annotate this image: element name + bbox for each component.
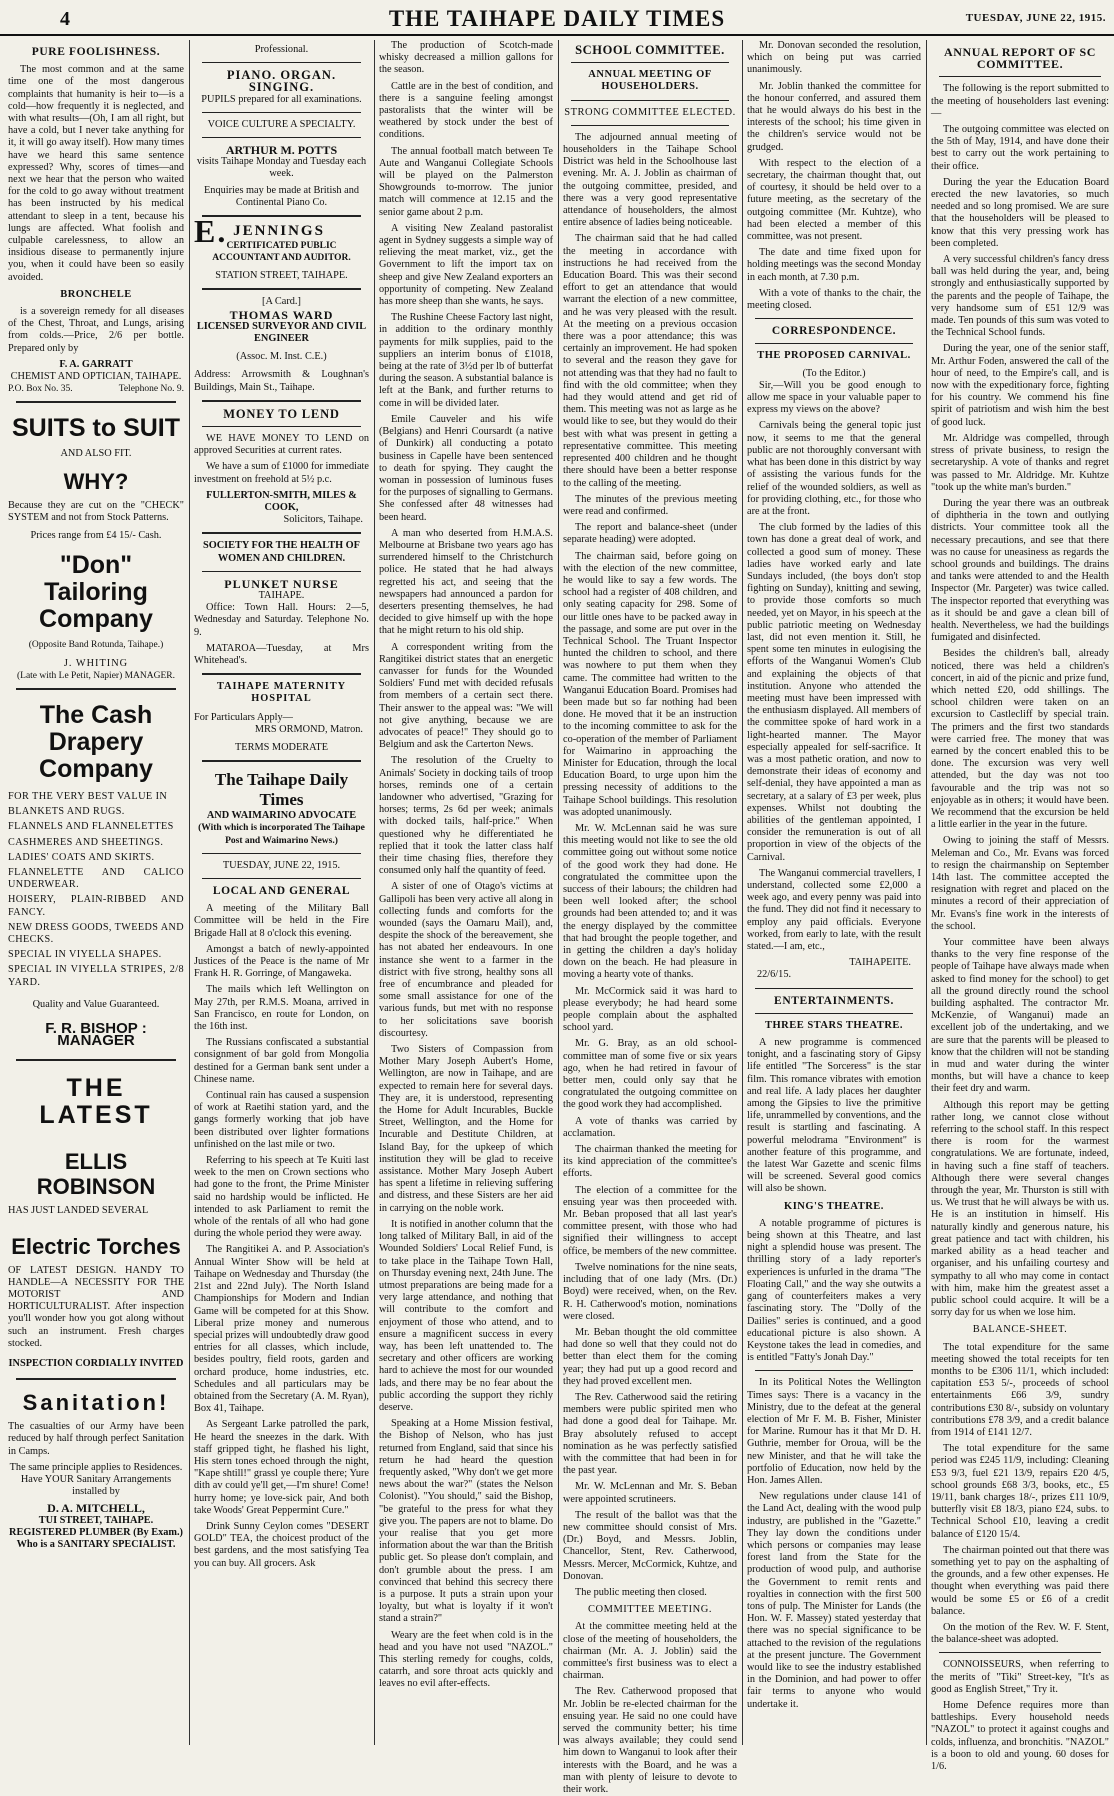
masthead xyxy=(0,0,1114,36)
news-para: Speaking at a Home Mission festival, the Bishop of Nelson, who has just returned from England, said that since his return he had heard the question frequently asked, "Why don't we get more news about the war?" (states the Nelson Colonist). "You should," said the Bishop, "be grateful to the press for what they give you. The papers are not to blame. Do your realise that you get more information about the war than the British public get. So please don't complain, and don't grumble about the press. I am convinced that behind this secrecy there is a purpose. It puts a strain upon your loyalty, but what is loyalty if it won't stand a strain?" xyxy=(379,1418,553,1625)
nazol-ad: Home Defence requires more than battleships. Every household needs "NAZOL" to protect it against coughs and colds, influenza, and bronchitis. "NAZOL" is a boon to old and young. 60 doses for 1/6. xyxy=(931,1700,1109,1773)
column-1-advertisements xyxy=(8,40,184,1745)
committee-para: The chairman said that he had called the meeting in accordance with instructions he had received from the Education Board. This was their second effort to get an attendance that would warrant the election of a new committee, and he was very pleased with the result. At the meeting on a previous occasion there was a poor attendance; this was certainly an improvement. He had spoken to several and the reason they gave for not attending was that they had no fault to find with the old committee; when they had they would attend and get rid of them. This meeting was not as large as he would like to see, but they would do their best with what was present in getting a representative committee. This meeting represented 400 children and he thought there should have been a better response to the calling of the meeting. xyxy=(563,233,737,489)
the-latest-heading: THE LATEST xyxy=(39,1074,153,1130)
column-5-correspondence xyxy=(747,40,921,1745)
divider xyxy=(202,853,361,854)
news-para: The annual football match between Te Aute and Wanganui Collegiate Schools will be played on the Palmerston Showgrounds to-morrow. The junior match will commence at 12.15 and the senior game about 2 p.m. xyxy=(379,145,553,218)
list-item: FLANNELS AND FLANNELETTES xyxy=(8,821,174,833)
ward-assoc: (Assoc. M. Inst. C.E.) xyxy=(236,351,327,363)
news-para: The Rushine Cheese Factory last night, in addition to the ordinary monthly payments for milk supplies, paid to the suppliers an interim bonus of £1018, being at the rate of 3½d per lb of butterfat during the season. A substantial balance is left at the Bank, and further returns to come in will be divided later. xyxy=(379,312,553,409)
news-para: Emile Cauveler and his wife (Belgians) and Henri Coursardt (a native of Dunkirk) all conducting a potato business in Capelle have been sentenced to death for spying. They caught the woman in possession of luminous fuses for the purposes of signalling to Germans. She confessed after 48 witnesses had been heard. xyxy=(379,413,553,523)
committee-para: At the committee meeting held at the close of the meeting of householders, the chairman (Mr. A. J. Joblin) said the committee's first business was to elect a chairman. xyxy=(563,1621,737,1682)
divider xyxy=(939,76,1101,77)
garratt-name: F. A. GARRATT xyxy=(59,358,133,370)
list-item: LADIES' COATS AND SKIRTS. xyxy=(8,851,155,863)
connoisseurs-ad: CONNOISSEURS, when referring to the merits of "Tiki" Street-key, "It's as good as English Street," Try it. xyxy=(931,1659,1109,1695)
report-para: Owing to joining the staff of Messrs. Meleman and Co., Mr. Evans was forced to resign the chairmanship on September 14th last. The committee accepted the resignation with regret and placed on the minutes a record of their appreciation of Mr. Evans's fine work in the interests of the school. xyxy=(931,835,1109,932)
divider xyxy=(755,343,913,344)
ellis-robinson-heading: ELLIS ROBINSON xyxy=(36,1149,156,1200)
ellis-sub: HAS JUST LANDED SEVERAL xyxy=(8,1205,149,1217)
meeting-para: The date and time fixed upon for holding meetings was the second Monday in each month, at 7.30 p.m. xyxy=(747,247,921,283)
news-para: A visiting New Zealand pastoralist agent in Sydney suggests a simple way of relieving the meat market, viz., get the Government to lift the import tax on sheep and give New Zealand exporters an opportunity of competing. New Zealand has more sheep than she wants, he says. xyxy=(379,222,553,308)
column-4-school-committee xyxy=(563,40,737,1796)
maternity-matron: MRS ORMOND, Matron. xyxy=(254,723,363,735)
entertainments-heading: ENTERTAINMENTS. xyxy=(774,994,894,1007)
ward-name: THOMAS WARD xyxy=(229,307,334,322)
paper-subtitle: AND WAIMARINO ADVOCATE xyxy=(206,810,357,822)
meeting-para: With a vote of thanks to the chair, the meeting closed. xyxy=(747,287,921,312)
local-para: As Sergeant Larke patrolled the park, He heard the sneezes in the dark. With staff gripped tight, he flashed his light, His stern tones echoed through the night, "Kape shtill!" grassl ye couple there; Yure dith av could ye'll get,—I'm shure! Come! hurry home; ye love-sick pair, And both take Woods' Great Peppermint Cure." xyxy=(194,1419,369,1516)
local-para: The Rangitikei A. and P. Association's Annual Winter Show will be held at Taihape on Wednesday and Thursday (the 21st and 22nd July). The North Island Championships for Modern and Indian Game will be competed for at this Show. Liberal prize money and numerous special prizes will undoubtedly draw good entries for all classes, which include, besides poultry, field roots, garden and orchard produce, home industries, etc. Schedules and all particulars may be obtained from the Secretary (A. M. Ryan), Box 41, Taihape. xyxy=(194,1244,369,1415)
divider xyxy=(571,125,729,126)
list-item: FLANNELETTE AND CALICO UNDERWEAR. xyxy=(8,866,184,891)
local-para: Continual rain has caused a suspension of work at Raetihi station yard, and the gangs formerly working that job have been distributed over lighter formations unfinished on the last mile or two. xyxy=(194,1090,369,1150)
don-tailoring-heading: "Don" Tailoring Company xyxy=(39,551,153,634)
report-para: During the year there was an outbreak of diphtheria in the town and outlying districts. Your committee took all the necessary precautions, and see that there was no cause for uneasiness as regards the school grounds and buildings. The drains and tanks were attended to and the Health Inspector (Mr. Pargeter) was twice called. The inspector reported that everything was as it should be and gave a clean bill of health. Nevertheless, we had the buildings fumigated and disinfected. xyxy=(931,497,1109,644)
balance-sheet-heading: BALANCE-SHEET. xyxy=(972,1324,1068,1336)
divider xyxy=(755,318,913,319)
pure-foolishness-body: The most common and at the same time one of the most dangerous complaints that humanity is heir to—is a cold—how frequently it is neglected, and with what results—(Oh, I am all right, but have a cold, but I never take anything for it, it will go away itself). How many times have we heard this same sentence expressed? Why, scores of times—and next we hear that the person who waited for the cold to go away without treatment has been instructed by his medical attendant to sleep in a tent, because his lungs are affected. What foolish and culpable carelessness, to allow an insidious disease to permanently injure you, when it could have been so easily avoided. xyxy=(8,64,184,283)
report-para: Besides the children's ball, already noticed, there was held a children's concert, in aid of the picnic and prize fund, which netted £20, odd shillings. The school children were taken on an excursion to Castlecliff by special train. The primers and the first two standards were carried free. The money that was earned by the concert enabled this to be done. The excursion was very well attended, but the day was not too favourable and the trip was not so enjoyable as in others; it would have been. We recommend that the excursion be held a little earlier in the year in the future. xyxy=(931,648,1109,831)
report-para: Although this report may be getting rather long, we cannot close without referring to the school staff. In this respect there is room for the warmest congratulations. We are fortunate, indeed, in having such a fine staff of teachers. Although there were several changes through the year, Mr. Thurston is still with us. We trust that he will always be with us. He is an institution in himself. His naturally kindly and generous nature, his great patience and tact with children, his marked ability as a head teacher and organiser, and his unfailing courtesy and sympathy to all who may come in contact with him, make him the greatest asset a public school could acquire. It will be a sorry day for us when we lose him. xyxy=(931,1099,1109,1319)
news-para: A correspondent writing from the Rangitikei district states that an energetic canvasser for funds for the Wounded Soldiers' Fund met with decided refusals from members of a certain sect there. Their answer to the appeal was: "We will not give anything, because we are advocates of peace!" They should go to Belgium and ask the Carterton News. xyxy=(379,641,553,751)
divider xyxy=(16,1378,176,1380)
jennings-drop-cap: E. xyxy=(194,213,228,250)
committee-para: Mr. W. McLennan said he was sure this meeting would not like to see the old committee going out without some notice of the good work they had done. He congratulated the committee upon the success of their labours; the children had been well looked after; the school grounds had been attended to; and it was the energy displayed by the committee that had brought the people together, and in getting the children a day's holiday down on the beach. He had pleasure in moving a hearty vote of thanks. xyxy=(563,822,737,981)
news-para: Cattle are in the best of condition, and there is a sanguine feeling amongst pastoralists that the winter will be weathered by stock under the best of conditions. xyxy=(379,80,553,141)
annual-meeting-heading: ANNUAL MEETING OF HOUSEHOLDERS. xyxy=(588,69,712,93)
local-para: Referring to his speech at Te Kuiti last week to the men on Crown sections who had gone to the front, the Prime Minister said no hardship would be inflicted. He intended to ask Parliament to remit the whole of the rentals of all who had gone during the whole period they were away. xyxy=(194,1155,369,1240)
garratt-role: CHEMIST AND OPTICIAN, TAIHAPE. xyxy=(10,371,182,383)
local-para: Drink Sunny Ceylon comes "DESERT GOLD" TEA, the choicest product of the best gardens, and the most satisfying Tea you can buy. All grocers. Ask xyxy=(194,1520,369,1569)
local-para: The Russians confiscated a substantial consignment of bar gold from Mongolia destined for a German bank sent under a Chinese name. xyxy=(194,1037,369,1085)
carnival-para: Sir,—Will you be good enough to allow me space in your valuable paper to express my views on the above? xyxy=(747,379,921,416)
balance-para: On the motion of the Rev. W. F. Stent, the balance-sheet was adopted. xyxy=(931,1621,1109,1646)
divider xyxy=(755,1370,913,1371)
ward-address: Address: Arrowsmith & Loughnan's Buildings, Main St., Taihape. xyxy=(194,369,369,393)
committee-para: The report and balance-sheet (under separate heading) were adopted. xyxy=(563,522,737,546)
report-para: A very successful children's fancy dress ball was held during the year, and, being strongly and enthusiastically supported by the parents and the people of Taihape, the very handsome sum of £51 12/9 was made. Ten pounds of this sum was voted to the Technical School funds. xyxy=(931,254,1109,339)
divider xyxy=(202,400,361,402)
annual-report-heading: ANNUAL REPORT OF SC COMMITTEE. xyxy=(944,45,1096,72)
school-committee-heading: SCHOOL COMMITTEE. xyxy=(575,43,725,57)
money-body-1: WE HAVE MONEY TO LEND on approved Securities at current rates. xyxy=(194,432,369,457)
terms-text: TERMS MODERATE xyxy=(235,741,328,753)
society-heading: SOCIETY FOR THE HEALTH OF WOMEN AND CHILDREN. xyxy=(203,540,360,564)
local-para: A meeting of the Military Ball Committee will be held in the Fire Brigade Hall at 8 o'clock this evening. xyxy=(194,903,369,939)
local-para: Amongst a batch of newly-appointed Justices of the Peace is the name of Mr Frank H. R. Gorringe, of Mangaweka. xyxy=(194,943,369,980)
jennings-role: CERTIFICATED PUBLIC ACCOUNTANT AND AUDITOR. xyxy=(212,240,351,263)
three-stars-heading: THREE STARS THEATRE. xyxy=(764,1019,904,1031)
to-editor: (To the Editor.) xyxy=(802,367,866,379)
news-para: A man who deserted from H.M.A.S. Melbourne at Brisbane two years ago has surrendered himself to the Christchurch police. He stated that he had always regretted his act, and seeing that the newspapers had announced a pardon for deserters presenting themselves, he had decided to give himself up with the hope that he might return to his old ship. xyxy=(379,527,553,637)
committee-para: Mr. G. Bray, as an old school-committee man of some five or six years ago, when he had retired in favour of better men, could only say that he congratulated the outgoing committee on the good work they had accomplished. xyxy=(563,1038,737,1111)
divider xyxy=(202,288,361,290)
news-para: Two Sisters of Compassion from Mother Mary Joseph Aubert's Home, Wellington, are now in Taihape, and are expected to remain here for several days. They are, it is understood, representing the Home for Adult Incurables, Buckle Street, Wellington, and the Home for Incurable and Destitute Children, at Island Bay, for the upkeep of which institution they will be glad to receive assistance. Mother Mary Joseph Aubert has spent a lifetime in relieving suffering and distress, and these Sisters are her aid in carrying on the noble work. xyxy=(379,1044,553,1214)
political-notes: In its Political Notes the Wellington Times says: There is a vacancy in the Ministry, due to the defeat at the general election of Mr F. M. B. Fisher, Minister for Marine. Rumour has it that Mr D. H. Guthrie, member for Oroua, will be the new Minister, and that he will take the portfolio of Education, now held by the Hon. James Allen. xyxy=(747,1377,921,1486)
solicitors: Solicitors, Taihape. xyxy=(283,514,363,526)
balance-para: The chairman pointed out that there was something yet to pay on the asphalting of the grounds, and a few other expenses. He thought when everything was paid there would be some £5 or £6 of a credit balance. xyxy=(931,1544,1109,1617)
suits-sub: AND ALSO FIT. xyxy=(60,448,132,460)
correspondence-heading: CORRESPONDENCE. xyxy=(771,325,897,338)
page-number: 4 xyxy=(60,8,70,30)
sanitation-principle: The same principle applies to Residences. xyxy=(9,1461,183,1473)
signoff: TAIHAPEITE. xyxy=(849,957,911,969)
mitchell-specialist: Who is a SANITARY SPECIALIST. xyxy=(16,1539,176,1551)
carnival-para: The Wanganui commercial travellers, I understand, collected some £2,000 a week ago, and every penny was paid into the fund. They did not find it necessary to employ any paid officials. Everyone worked, from early to late, with the result stated.—I am, etc., xyxy=(747,867,921,953)
bishop-manager: F. R. BISHOP : MANAGER xyxy=(45,1019,147,1050)
divider xyxy=(571,62,729,63)
column-rule xyxy=(926,40,927,1745)
plunket-town: TAIHAPE. xyxy=(258,589,305,601)
committee-para: Twelve nominations for the nine seats, including that of one lady (Mrs. (Dr.) Boyd) were received, when, on the Rev. R. H. Catherwood's motion, nominations were closed. xyxy=(563,1261,737,1322)
piano-pupils: PUPILS prepared for all examinations. xyxy=(201,93,362,105)
report-para: Your committee have been always thanks to the very fine response of the people of Taihape have always made when asked to find money for the school) to get all the ground directly round the school building asphalted. The contractor Mr. McKenzie, of Wanganui) made an excellent job of the undertaking, and we are sure that the parents will be pleased to know that the children will not be standing in mud and water during the winter months, but will have a chance to keep their feet dry and warm. xyxy=(931,937,1109,1095)
maternity-apply: For Particulars Apply— xyxy=(194,711,293,723)
bronchele-body: is a sovereign remedy for all diseases of the Chest, Throat, and Lungs, arising from colds.—Price, 2/6 per bottle. Prepared only by xyxy=(8,306,184,354)
potts-name: ARTHUR M. POTTS xyxy=(225,143,338,158)
committee-para: A vote of thanks was carried by acclamation. xyxy=(563,1115,737,1139)
divider xyxy=(202,760,361,762)
list-item: SPECIAL IN VIYELLA SHAPES. xyxy=(8,949,162,961)
divider xyxy=(16,401,176,403)
divider xyxy=(202,137,361,138)
potts-body: visits Taihape Monday and Tuesday each week. xyxy=(196,156,367,180)
pure-foolishness-heading: PURE FOOLISHNESS. xyxy=(31,46,161,58)
news-para: Weary are the feet when cold is in the head and you have not used "NAZOL." This sterling remedy for coughs, colds, catarrh, and sore throat acts quickly and leaves no evil after-effects. xyxy=(379,1629,553,1690)
divider xyxy=(16,688,176,690)
jennings-name: E. JENNINGS xyxy=(194,213,325,250)
committee-para: The public meeting then closed. xyxy=(575,1586,707,1598)
prices-text: Prices range from £4 15/- Cash. xyxy=(30,530,162,542)
ward-role: LICENSED SURVEYOR AND CIVIL ENGINEER xyxy=(196,320,367,344)
divider xyxy=(939,1652,1101,1653)
three-stars-body: A new programme is commenced tonight, and a fascinating story of Gipsy life entitled "The Sorceress" is the star film. This romance vibrates with emotion and real life. A lady places her daughter among the Gipsies to live the primitive life, unrammelled by conventions, and the result is startling and fascinating. A powerful melodrama "Environment" is another feature of this programme, and the latest War Gazette and scenic films will be screened. Several good comics will also be shown. xyxy=(747,1037,921,1195)
report-para: During the year the Education Board erected the new lavatories, so much needed and so long promised. We are sure that the householders will be pleased to know that this very pressing work has been completed. xyxy=(931,176,1109,249)
maternity-heading: TAIHAPE MATERNITY HOSPITAL xyxy=(216,681,347,705)
committee-para: Mr. W. McLennan and Mr. S. Beban were appointed scrutineers. xyxy=(563,1481,737,1505)
committee-para: The adjourned annual meeting of householders in the Taihape School District was held in the Schoolhouse last evening. Mr. A. J. Joblin as chairman of the outgoing committee, presided, and there was a very good representative attendance of householders, the almost entire absence of ladies being noticeable. xyxy=(563,131,737,229)
garratt-contacts xyxy=(8,383,184,395)
committee-para: Mr. McCormick said it was hard to please everybody; he had heard some people complain about the asphalted school yard. xyxy=(563,985,737,1034)
meeting-para: With respect to the election of a secretary, the chairman thought that, out of courtesy, it should be held over to a future meeting, as the secretary of the outgoing committee (Mr. Kuhtze), who had been elected a member of this committee, was not present. xyxy=(747,157,921,243)
paper-title: The Taihape Daily Times xyxy=(214,770,349,810)
local-para: The mails which left Wellington on May 27th, per R.M.S. Moana, arrived in San Francisco, en route for London, on the 16th inst. xyxy=(194,984,369,1033)
local-general-heading: LOCAL AND GENERAL xyxy=(212,885,351,897)
sign-date: 22/6/15. xyxy=(757,969,792,981)
column-rule xyxy=(742,40,743,1745)
divider xyxy=(202,532,361,534)
column-6-annual-report xyxy=(931,40,1109,1773)
divider xyxy=(202,673,361,675)
carnival-para: Carnivals being the general topic just now, it seems to me that the general public are not thoroughly conversant with what has been done in this district by way of assisting the various funds for the relief of the wounded soldiers, as well as for providing clothing, etc., for those who are at the front. xyxy=(747,420,921,517)
committee-para: The result of the ballot was that the new committee should consist of Mrs. (Dr.) Boyd, and Messrs. Joblin, Chancellor, Stent, Rev. Catherwood, Messrs. Mercer, McCormick, Kuhtze, and Donovan. xyxy=(563,1509,737,1582)
potts-enquiries: Enquiries may be made at British and Continental Piano Co. xyxy=(204,184,359,208)
report-para: Mr. Aldridge was compelled, through stress of private business, to resign the secretaryship. A vote of thanks and regret was passed to Mr. Aldridge. Mr. Kuhtze "took up the white man's burden." xyxy=(931,432,1109,493)
money-heading: MONEY TO LEND xyxy=(223,406,340,421)
list-item: NEW DRESS GOODS, TWEEDS AND CHECKS. xyxy=(8,921,184,945)
bronchele-heading: BRONCHELE xyxy=(60,288,132,300)
column-3-news xyxy=(379,40,553,1745)
money-body-2: We have a sum of £1000 for immediate investment on freehold at 5½ p.c. xyxy=(194,461,369,485)
suits-heading: SUITS to SUIT xyxy=(11,414,181,443)
divider xyxy=(755,988,913,989)
divider xyxy=(202,571,361,572)
committee-para: The chairman thanked the meeting for its kind appreciation of the committee's efforts. xyxy=(563,1144,737,1180)
inspection-text: INSPECTION CORDIALLY INVITED xyxy=(8,1357,184,1369)
committee-para: The chairman said, before going on with the election of the new committee, he would like to say a few words. The school had a register of 408 children, and only seating capacity for 298. Some of our little ones have to be packed away in the passage, and some are put over in the Technical School. The Truant Inspector hunted the children to school, and there was nowhere to put them when they came. The committee had written to the Wanganui Education Board. Promises had been made but so far nothing had been done. He moved that it be an instruction to the incoming committee to ask for the co-operation of the member of Parliament for Waimarino in approaching the Minister for Education, through the local Education Board, to urge upon him the pressing necessity of additions to the Taihape School buildings. This resolution was adopted unanimously. xyxy=(563,550,737,818)
cash-intro: FOR THE VERY BEST VALUE IN xyxy=(8,790,168,802)
list-item: CASHMERES AND SHEETINGS. xyxy=(8,836,164,848)
divider xyxy=(202,62,361,63)
column-2-professional xyxy=(194,40,369,1745)
divider xyxy=(202,878,361,879)
divider xyxy=(202,112,361,113)
mitchell-name: D. A. MITCHELL, xyxy=(47,1501,145,1516)
news-para: The resolution of the Cruelty to Animals' Society in docking tails of troop horses, reminds one of a certain landowner who advertised, "Grazing for horses; terms, 2s 6d per week; animals with docked tails, half-price." When questioned why he differentiated he replied that it took the latter class half their time chasing flies, therefore they consumed only half the quantity of feed. xyxy=(379,755,553,877)
newspaper-title: THE TAIHAPE DAILY TIMES xyxy=(388,6,726,31)
garratt-telephone: Telephone No. 9. xyxy=(118,384,184,395)
committee-meeting-heading: COMMITTEE MEETING. xyxy=(588,1604,712,1616)
news-para: It is notified in another column that the long talked of Military Ball, in aid of the Wounded Soldiers' Local Relief Fund, is to take place in the Taihape Town Hall, on Thursday evening next, 24th June. The utmost preparations are being made for a very large attendance, and nothing that will contribute to the comfort and enjoyment of those who attend, and to ensure a magnificent success in every way, has been left unattended to. The secretary and other officers are working hard to achieve the most for our wounded lads, and there may be no fear about the public according the support they richly deserve. xyxy=(379,1218,553,1413)
electric-torches-heading: Electric Torches xyxy=(11,1233,181,1259)
piano-heading: PIANO. ORGAN. SINGING. xyxy=(226,68,337,95)
meeting-para: Mr. Joblin thanked the committee for the honour conferred, and assured them that he would always do his best in the interests of the school; his time given in the children's service would not be grudged. xyxy=(747,80,921,153)
committee-para: The Rev. Catherwood said the retiring members were public spirited men who had done a good deal for Taihape. Mr. Bray absolutely refused to accept nomination as he was perfectly satisfied with the committee that had been in for the past year. xyxy=(563,1391,737,1477)
plunket-body: Office: Town Hall. Hours: 2—5, Wednesday and Saturday. Telephone No. 9. xyxy=(194,602,369,638)
balance-para: The total expenditure for the same meeting showed the total receipts for ten months to be £306 11/1, which included: capitation £53 5/-, proceeds of school entertainments £66 3/9, sundry contributions £30 8/-, subsidy on voluntary contributions £78 3/9, and a credit balance from 1914 of £141 12/7. xyxy=(931,1341,1109,1438)
meeting-para: Mr. Donovan seconded the resolution, which on being put was carried unanimously. xyxy=(747,40,921,76)
divider xyxy=(16,1059,176,1061)
mitchell-address: TUI STREET, TAIHAPE. xyxy=(38,1514,154,1526)
committee-para: The election of a committee for the ensuing year was then proceeded with. Mr. Beban proposed that all last year's committee present, with those who had signified their willingness to accept office, be members of the new committee. xyxy=(563,1184,737,1257)
list-item: HOISERY, PLAIN-RIBBED AND FANCY. xyxy=(8,894,184,918)
committee-para: The minutes of the previous meeting were read and confirmed. xyxy=(563,493,737,517)
news-para: A sister of one of Otago's victims at Gallipoli has been very active all along in collecting funds and comforts for the wounded (says the Oamaru Mail), and, despite the shock of the bereavement, she has not abated her endeavours. In one instance she went to a farmer in the district with five strong, healthy sons all free of encumbrance and pleaded for some small assistance for one of the various funds, but met with no response to her solicitations save boorish discourtesy. xyxy=(379,881,553,1039)
committee-para: The Rev. Catherwood proposed that Mr. Joblin be re-elected chairman for the ensuing year. He said no one could have served the community better; his time was always available; they could send him down to Wanganui to look after their interests with the Board, and he was a man with plenty of leisure to devote to their work. xyxy=(563,1686,737,1796)
jennings-address: STATION STREET, TAIHAPE. xyxy=(215,270,348,282)
don-address: (Opposite Band Rotunda, Taihape.) xyxy=(28,640,164,651)
plunket-mataroa: MATAROA—Tuesday, at Mrs Whitehead's. xyxy=(194,642,369,666)
report-para: The outgoing committee was elected on the 5th of May, 1914, and have done their best to carry out the work pertaining to their office. xyxy=(931,124,1109,172)
cash-quality: Quality and Value Guaranteed. xyxy=(32,998,160,1010)
garratt-box: P.O. Box No. 35. xyxy=(8,384,73,395)
column-rule xyxy=(374,40,375,1745)
paper-date: TUESDAY, JUNE 22, 1915. xyxy=(222,859,341,871)
voice-culture: VOICE CULTURE A SPECIALTY. xyxy=(207,118,356,130)
whiting-name: J. WHITING xyxy=(63,657,129,669)
issue-date: TUESDAY, JUNE 22, 1915. xyxy=(965,12,1106,24)
sanitation-body: The casualties of our Army have been reduced by half through perfect Sanitation in Camps. xyxy=(8,1421,184,1457)
list-item: BLANKETS AND RUGS. xyxy=(8,806,125,818)
strong-committee-heading: STRONG COMMITTEE ELECTED. xyxy=(564,106,736,118)
column-rule xyxy=(189,40,190,1745)
balance-para: The total expenditure for the same period was £245 11/9, including: Cleaning £53 9/3, fuel £21 13/9, repairs £20 4/5, school grounds £68 3/3, books, etc., £5 19/11, bank charges 18/-, prizes £11 10/9, butterfly visit £8 18/3, piano £24, subs. to Technical School £10, leaving a credit balance of £120 15/4. xyxy=(931,1443,1109,1540)
mitchell-registration: REGISTERED PLUMBER (By Exam.) xyxy=(9,1526,183,1538)
news-para: The production of Scotch-made whisky decreased a million gallons for the season. xyxy=(379,40,553,76)
kings-theatre-body: A notable programme of pictures is being shown at this Theatre, and last night a splendid house was present. The thrilling story of a lady reporter's experiences is unfurled in the drama "The Floating Call," and the way she outwits a gang of counterfeiters makes a very fascinating story. The "Dolly of the Dailies" series is continued, and a good educational picture is also shown. A Keystone takes the lead in comedies, and is entitled "Fatty's Jonah Day." xyxy=(747,1217,921,1364)
fullerton-smith: FULLERTON-SMITH, MILES & COOK, xyxy=(206,489,357,513)
why-body: Because they are cut on the "CHECK" SYSTEM and not from Stock Patterns. xyxy=(8,499,184,523)
professional-heading: Professional. xyxy=(254,44,309,55)
carnival-heading: THE PROPOSED CARNIVAL. xyxy=(757,350,911,362)
cash-items-list xyxy=(8,806,184,989)
carnival-para: The club formed by the ladies of this town has done a great deal of work, and collected a good sum of money. These ladies have worked early and late Sundays included, (the boys don't stop fighting on Sunday), knitting and sewing, to provide those comforts so much needed, yet on Mayor, in his speech at the public patriotic meeting on Wednesday last, did not even mention it. Still, he spent some ten minutes in eulogising the efforts of the Wanganui Women's Club and explaining the objects of that institution. Anyone who attended the meeting must have been impressed with the enthusiasm displayed. All members of the committee spoke of hard work in a light-hearted manner. The Mayor especially appealed for self-sacrifice. It was a most pathetic oration, and now to demonstrate their ideas of economy and self-denial, they have appointed a man as secretary, at a salary of £3 per week, plus expenses. Whilst not doubting the abilities of the gentleman appointed, I consider the remuneration is out of all proportion in view of the objects of the Carnival. xyxy=(747,522,921,863)
column-rule xyxy=(558,40,559,1745)
whiting-note: (Late with Le Petit, Napier) MANAGER. xyxy=(16,670,176,681)
kings-theatre-heading: KING'S THEATRE. xyxy=(784,1200,884,1212)
divider xyxy=(571,100,729,101)
divider xyxy=(755,1013,913,1014)
plunket-heading: PLUNKET NURSE xyxy=(224,576,339,591)
cash-drapery-heading: The Cash Drapery Company xyxy=(39,700,153,783)
report-para: The following is the report submitted to the meeting of householders last evening:— xyxy=(931,83,1109,119)
card-label: [A Card.] xyxy=(262,296,301,308)
committee-para: Mr. Beban thought the old committee had done so well that they could not do better than elect them for the coming year; they had put up a good record and they had proved excellent men. xyxy=(563,1326,737,1387)
regulations-para: New regulations under clause 141 of the Land Act, dealing with the wood pulp industry, are published in the "Gazette." They lay down the conditions under which persons or companies may lease forest land from the State for the production of wood pulp, and authorise the Government to remit rents and royalties in connection with the first 500 tons of pulp. The Minister for Lands (the Hon. W. F. Massey) stated yesterday that there was no special significance to be attached to the revision of the regulations at the present juncture. The Government would like to see the industry established in the Dominion, and had power to offer fair terms to anyone who would undertake it. xyxy=(747,1491,921,1710)
why-heading: WHY? xyxy=(63,468,129,494)
paper-note: (With which is incorporated The Taihape Post and Waimarino News.) xyxy=(198,823,365,846)
report-para: During the year, one of the senior staff, Mr. Arthur Foden, answered the call of the hour of need, to the Empire's call, and is now with the expeditionary force, fighting for his country. We commend his fine spirit of patriotism and wish him the best of good luck. xyxy=(931,343,1109,428)
divider xyxy=(202,426,361,427)
sanitation-heading: Sanitation! xyxy=(22,1390,170,1416)
torches-body: OF LATEST DESIGN. HANDY TO HANDLE—A NECESSITY FOR THE MOTORIST AND HORTICULTURALIST. After inspection you'll wonder how you got along without such an instrument. Fresh charges stocked. xyxy=(8,1264,184,1349)
list-item: SPECIAL IN VIYELLA STRIPES, 2/8 YARD. xyxy=(8,964,184,988)
sanitation-install: Have YOUR Sanitary Arrangements installed by xyxy=(20,1474,172,1498)
